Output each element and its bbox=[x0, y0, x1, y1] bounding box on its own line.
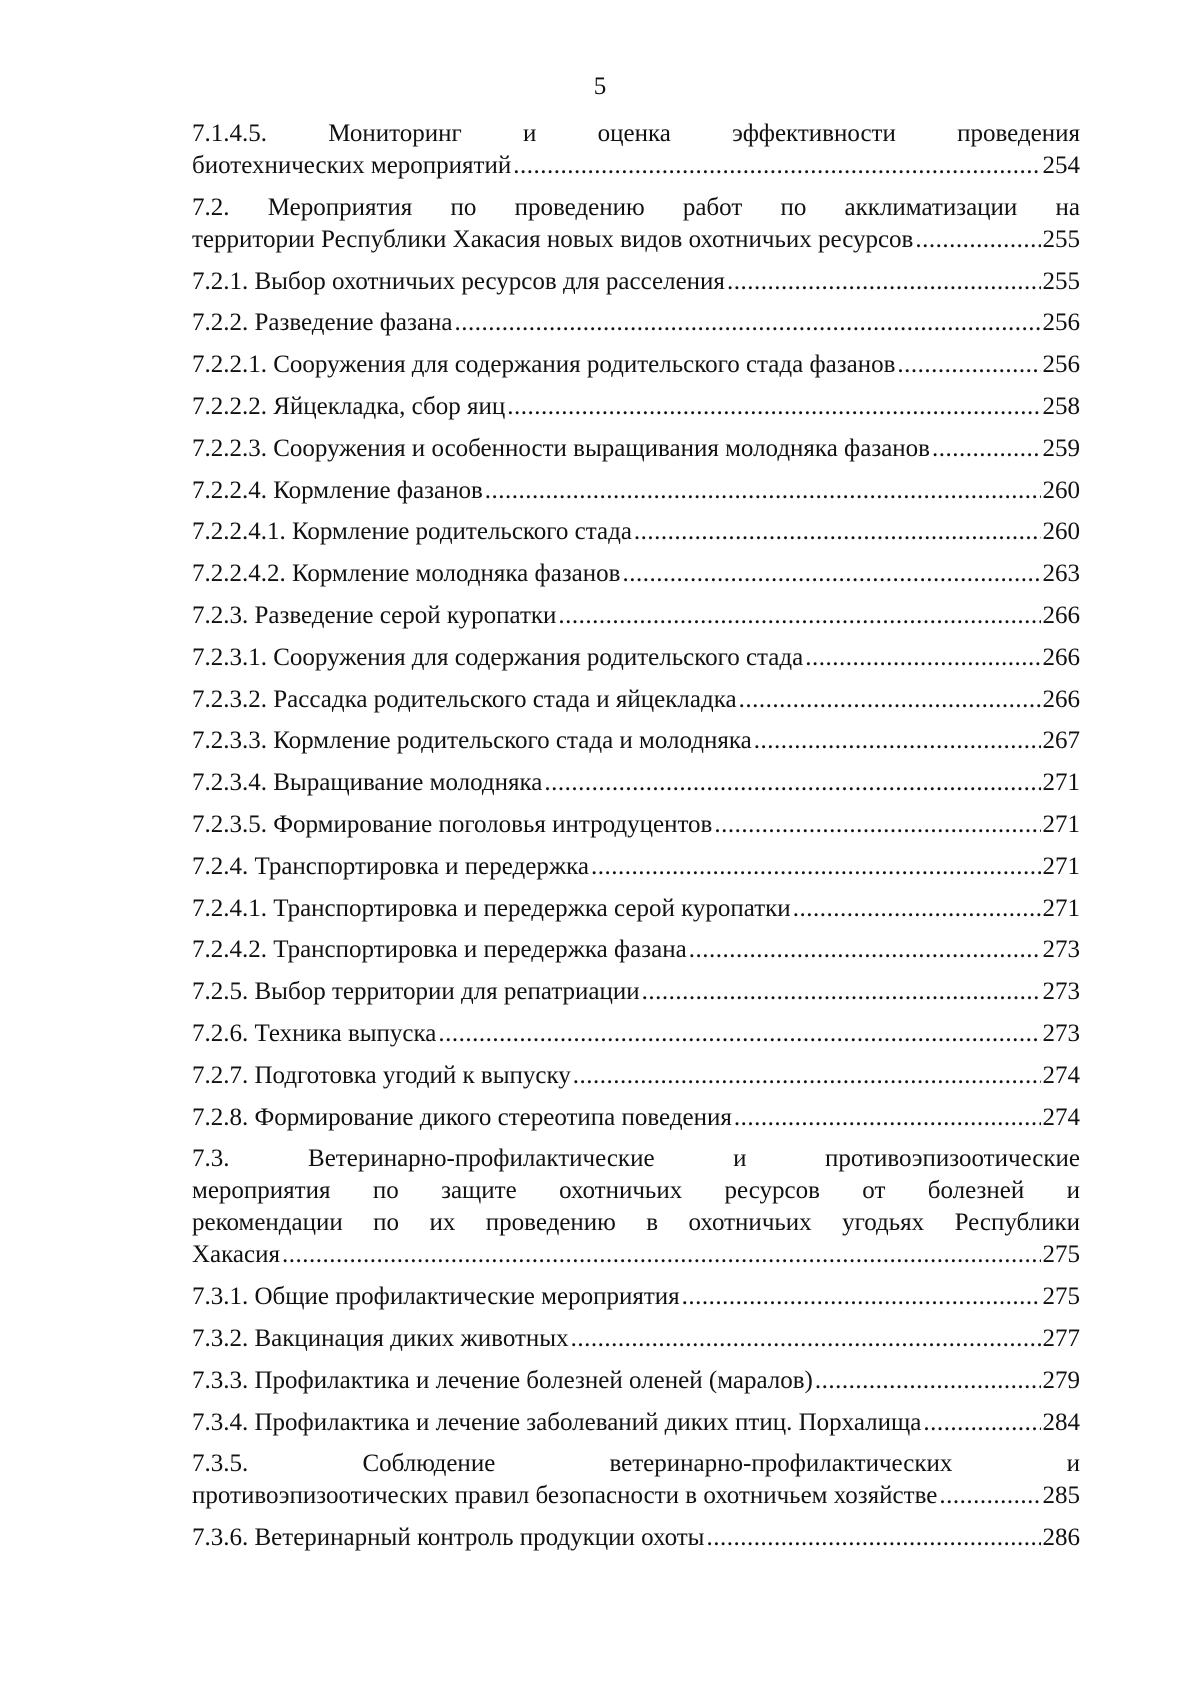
toc-entry-page-number: 260 bbox=[1042, 476, 1080, 504]
toc-entry-page-number: 267 bbox=[1042, 727, 1080, 755]
toc-entry bbox=[192, 516, 1080, 548]
toc-entry-title: Хакасия bbox=[192, 1241, 280, 1269]
toc-entry-page-number: 275 bbox=[1042, 1241, 1080, 1269]
toc-entry bbox=[192, 1323, 1080, 1355]
toc-entry-page-number: 285 bbox=[1042, 1482, 1080, 1510]
toc-entry-page-number: 255 bbox=[1042, 225, 1080, 253]
toc-entry-page-number: 271 bbox=[1042, 852, 1080, 880]
toc-entry-page-number: 273 bbox=[1042, 978, 1080, 1006]
dot-leader bbox=[939, 1480, 1040, 1512]
toc-entry-title: 7.2.2. Разведение фазана bbox=[192, 309, 453, 337]
dot-leader bbox=[727, 266, 1041, 298]
toc-entry bbox=[192, 976, 1080, 1008]
dot-leader bbox=[438, 1018, 1040, 1050]
toc-entry bbox=[192, 391, 1080, 423]
toc-entry-title: 7.2.6. Техника выпуска bbox=[192, 1019, 437, 1047]
toc-entry bbox=[192, 1281, 1080, 1313]
toc-entry-title: 7.2.3.3. Кормление родительского стада и молодняка bbox=[192, 727, 752, 755]
toc-entry-page-number: 256 bbox=[1042, 351, 1080, 379]
toc-entry-page-number: 274 bbox=[1042, 1103, 1080, 1131]
toc-entry-title: 7.3.6. Ветеринарный контроль продукции охоты bbox=[192, 1524, 705, 1552]
dot-leader bbox=[805, 642, 1040, 674]
toc-entry-line: рекомендации по их проведению в охотничьих угодьях Республики bbox=[192, 1209, 1080, 1237]
toc-entry-page-number: 271 bbox=[1042, 810, 1080, 838]
toc-entry-page-number: 273 bbox=[1042, 1019, 1080, 1047]
toc-entry-row bbox=[192, 1018, 1080, 1050]
toc-entry-title: 7.3.1. Общие профилактические мероприятия bbox=[192, 1283, 680, 1311]
dot-leader bbox=[591, 851, 1041, 883]
toc-entry-row bbox=[192, 851, 1080, 883]
toc-entry bbox=[192, 475, 1080, 507]
toc-entry-title: 7.2.2.3. Сооружения и особенности выращивания молодняка фазанов bbox=[192, 434, 930, 462]
toc-entry bbox=[192, 1365, 1080, 1397]
dot-leader bbox=[915, 224, 1040, 256]
toc-entry-page-number: 273 bbox=[1042, 936, 1080, 964]
toc-entry bbox=[192, 642, 1080, 674]
toc-entry-row bbox=[192, 1239, 1080, 1271]
toc-entry-title: 7.2.3.5. Формирование поголовья интродуцентов bbox=[192, 810, 713, 838]
toc-entry bbox=[192, 433, 1080, 465]
toc-entry bbox=[192, 349, 1080, 381]
toc-entry-title: противоэпизоотических правил безопасности в охотничьем хозяйстве bbox=[192, 1482, 938, 1510]
toc-entry-title: 7.2.2.4.1. Кормление родительского стада bbox=[192, 518, 632, 546]
toc-entry bbox=[192, 600, 1080, 632]
table-of-contents bbox=[192, 118, 1080, 1564]
toc-entry bbox=[192, 1522, 1080, 1554]
toc-entry-page-number: 286 bbox=[1042, 1524, 1080, 1552]
toc-entry-title: 7.2.8. Формирование дикого стереотипа поведения bbox=[192, 1103, 732, 1131]
toc-entry bbox=[192, 934, 1080, 966]
toc-entry-line: 7.3. Ветеринарно-профилактические и противоэпизоотические bbox=[192, 1145, 1080, 1173]
dot-leader bbox=[734, 1102, 1041, 1134]
dot-leader bbox=[932, 433, 1041, 465]
toc-entry-row bbox=[192, 307, 1080, 339]
toc-entry-page-number: 266 bbox=[1042, 685, 1080, 713]
toc-entry-row bbox=[192, 934, 1080, 966]
toc-entry-page-number: 260 bbox=[1042, 518, 1080, 546]
dot-leader bbox=[754, 725, 1041, 757]
toc-entry-row bbox=[192, 1480, 1080, 1512]
toc-entry bbox=[192, 1018, 1080, 1050]
toc-entry-title: 7.2.2.1. Сооружения для содержания родительского стада фазанов bbox=[192, 351, 896, 379]
toc-entry-title: 7.2.4.2. Транспортировка и передержка фазана bbox=[192, 936, 687, 964]
toc-entry-row bbox=[192, 1365, 1080, 1397]
toc-entry bbox=[192, 893, 1080, 925]
toc-entry-row bbox=[192, 391, 1080, 423]
toc-entry-page-number: 271 bbox=[1042, 769, 1080, 797]
dot-leader bbox=[544, 767, 1040, 799]
dot-leader bbox=[634, 516, 1041, 548]
toc-entry-title: территории Республики Хакасия новых видов охотничьих ресурсов bbox=[192, 225, 914, 253]
toc-entry-title: 7.2.2.4.2. Кормление молодняка фазанов bbox=[192, 560, 621, 588]
toc-entry bbox=[192, 684, 1080, 716]
dot-leader bbox=[923, 1407, 1040, 1439]
toc-entry-row bbox=[192, 1102, 1080, 1134]
toc-entry-page-number: 259 bbox=[1042, 434, 1080, 462]
toc-entry bbox=[192, 118, 1080, 182]
dot-leader bbox=[282, 1239, 1041, 1271]
toc-entry-page-number: 271 bbox=[1042, 894, 1080, 922]
toc-entry-row bbox=[192, 475, 1080, 507]
toc-entry-line: 7.3.5. Соблюдение ветеринарно-профилактических и bbox=[192, 1450, 1080, 1478]
toc-entry-row bbox=[192, 1060, 1080, 1092]
toc-entry-row bbox=[192, 349, 1080, 381]
toc-entry-title: 7.2.2.2. Яйцекладка, сбор яиц bbox=[192, 392, 506, 420]
toc-entry-row bbox=[192, 150, 1080, 182]
toc-entry-row bbox=[192, 600, 1080, 632]
toc-entry-row bbox=[192, 433, 1080, 465]
toc-entry-title: 7.2.5. Выбор территории для репатриации bbox=[192, 978, 640, 1006]
dot-leader bbox=[571, 1323, 1041, 1355]
dot-leader bbox=[793, 893, 1041, 925]
dot-leader bbox=[706, 1522, 1040, 1554]
toc-entry-row bbox=[192, 1522, 1080, 1554]
toc-entry-title: 7.2.7. Подготовка угодий к выпуску bbox=[192, 1061, 571, 1089]
toc-entry bbox=[192, 809, 1080, 841]
toc-entry bbox=[192, 767, 1080, 799]
toc-entry bbox=[192, 266, 1080, 298]
toc-entry-row bbox=[192, 725, 1080, 757]
toc-entry-line: мероприятия по защите охотничьих ресурсов от болезней и bbox=[192, 1177, 1080, 1205]
toc-entry-page-number: 258 bbox=[1042, 392, 1080, 420]
toc-entry-title: 7.3.2. Вакцинация диких животных bbox=[192, 1324, 569, 1352]
dot-leader bbox=[507, 391, 1040, 423]
toc-entry-row bbox=[192, 266, 1080, 298]
toc-entry-line: 7.1.4.5. Мониторинг и оценка эффективности проведения bbox=[192, 120, 1080, 147]
toc-entry-title: 7.2.3.1. Сооружения для содержания родительского стада bbox=[192, 643, 804, 671]
toc-entry bbox=[192, 1143, 1080, 1271]
toc-entry-title: 7.2.2.4. Кормление фазанов bbox=[192, 476, 483, 504]
toc-entry-page-number: 275 bbox=[1042, 1283, 1080, 1311]
toc-entry-row bbox=[192, 1407, 1080, 1439]
toc-entry bbox=[192, 851, 1080, 883]
toc-entry-page-number: 256 bbox=[1042, 309, 1080, 337]
toc-entry bbox=[192, 558, 1080, 590]
toc-entry-page-number: 254 bbox=[1042, 152, 1080, 179]
toc-entry-page-number: 266 bbox=[1042, 601, 1080, 629]
toc-entry bbox=[192, 307, 1080, 339]
toc-entry-title: 7.2.3.4. Выращивание молодняка bbox=[192, 769, 543, 797]
toc-entry-title: 7.3.3. Профилактика и лечение болезней оленей (маралов) bbox=[192, 1366, 813, 1394]
dot-leader bbox=[897, 349, 1040, 381]
toc-entry bbox=[192, 1407, 1080, 1439]
dot-leader bbox=[689, 934, 1041, 966]
toc-entry bbox=[192, 725, 1080, 757]
dot-leader bbox=[558, 600, 1040, 632]
toc-entry-page-number: 279 bbox=[1042, 1366, 1080, 1394]
toc-entry-row bbox=[192, 1323, 1080, 1355]
toc-entry-row bbox=[192, 224, 1080, 256]
toc-entry-row bbox=[192, 893, 1080, 925]
toc-entry-line: 7.2. Мероприятия по проведению работ по акклиматизации на bbox=[192, 193, 1080, 221]
page-number: 5 bbox=[593, 73, 607, 100]
toc-entry-page-number: 266 bbox=[1042, 643, 1080, 671]
toc-entry-row bbox=[192, 516, 1080, 548]
dot-leader bbox=[513, 150, 1040, 182]
toc-entry-row bbox=[192, 767, 1080, 799]
dot-leader bbox=[454, 307, 1040, 339]
toc-entry-row bbox=[192, 809, 1080, 841]
dot-leader bbox=[682, 1281, 1041, 1313]
toc-entry-title: 7.2.1. Выбор охотничьих ресурсов для расселения bbox=[192, 267, 725, 295]
toc-entry-title: 7.2.3. Разведение серой куропатки bbox=[192, 601, 557, 629]
toc-entry-page-number: 255 bbox=[1042, 267, 1080, 295]
dot-leader bbox=[714, 809, 1040, 841]
toc-entry-row bbox=[192, 684, 1080, 716]
dot-leader bbox=[573, 1060, 1041, 1092]
toc-entry bbox=[192, 1102, 1080, 1134]
toc-entry-title: 7.3.4. Профилактика и лечение заболеваний диких птиц. Порхалища bbox=[192, 1408, 922, 1436]
toc-entry-row bbox=[192, 1281, 1080, 1313]
dot-leader bbox=[739, 684, 1041, 716]
toc-entry bbox=[192, 192, 1080, 256]
toc-entry-page-number: 277 bbox=[1042, 1324, 1080, 1352]
toc-entry bbox=[192, 1448, 1080, 1512]
toc-entry-title: 7.2.3.2. Рассадка родительского стада и яйцекладка bbox=[192, 685, 737, 713]
dot-leader bbox=[642, 976, 1041, 1008]
toc-entry-row bbox=[192, 642, 1080, 674]
toc-entry-row bbox=[192, 976, 1080, 1008]
toc-entry-row bbox=[192, 558, 1080, 590]
toc-entry-title: биотехнических мероприятий bbox=[192, 152, 512, 179]
toc-entry-page-number: 274 bbox=[1042, 1061, 1080, 1089]
dot-leader bbox=[622, 558, 1040, 590]
toc-entry-page-number: 263 bbox=[1042, 560, 1080, 588]
toc-entry-title: 7.2.4. Транспортировка и передержка bbox=[192, 852, 589, 880]
dot-leader bbox=[815, 1365, 1041, 1397]
toc-entry-title: 7.2.4.1. Транспортировка и передержка серой куропатки bbox=[192, 894, 791, 922]
dot-leader bbox=[485, 475, 1041, 507]
toc-entry-page-number: 284 bbox=[1042, 1408, 1080, 1436]
toc-entry bbox=[192, 1060, 1080, 1092]
